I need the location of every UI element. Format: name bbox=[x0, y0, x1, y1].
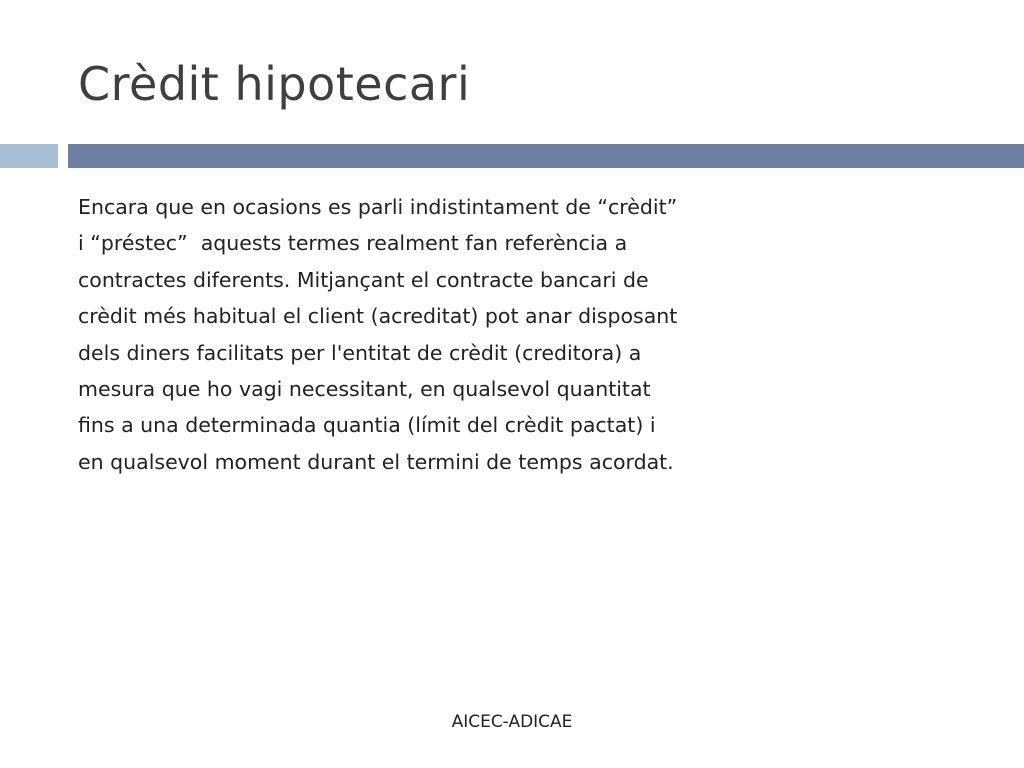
body-paragraph bbox=[78, 189, 838, 480]
accent-bar-left bbox=[0, 144, 58, 168]
paragraph-line: mesura que ho vagi necessitant, en qualsevol quantitat bbox=[78, 377, 651, 402]
paragraph-line: fins a una determinada quantia (límit del crèdit pactat) i bbox=[78, 413, 656, 438]
paragraph-line: contractes diferents. Mitjançant el contracte bancari de bbox=[78, 267, 649, 292]
slide-title: Crèdit hipotecari bbox=[78, 57, 471, 111]
accent-bar-right bbox=[68, 144, 1024, 168]
paragraph-line: i “préstec” aquests termes realment fan referència a bbox=[78, 231, 628, 256]
slide-footer: AICEC-ADICAE bbox=[451, 712, 573, 732]
paragraph-line: crèdit més habitual el client (acreditat) pot anar disposant bbox=[78, 304, 678, 329]
paragraph-line: en qualsevol moment durant el termini de temps acordat. bbox=[78, 449, 674, 474]
paragraph-line: dels diners facilitats per l'entitat de crèdit (creditora) a bbox=[78, 340, 642, 365]
paragraph-line: Encara que en ocasions es parli indistintament de “crèdit” bbox=[78, 195, 678, 219]
